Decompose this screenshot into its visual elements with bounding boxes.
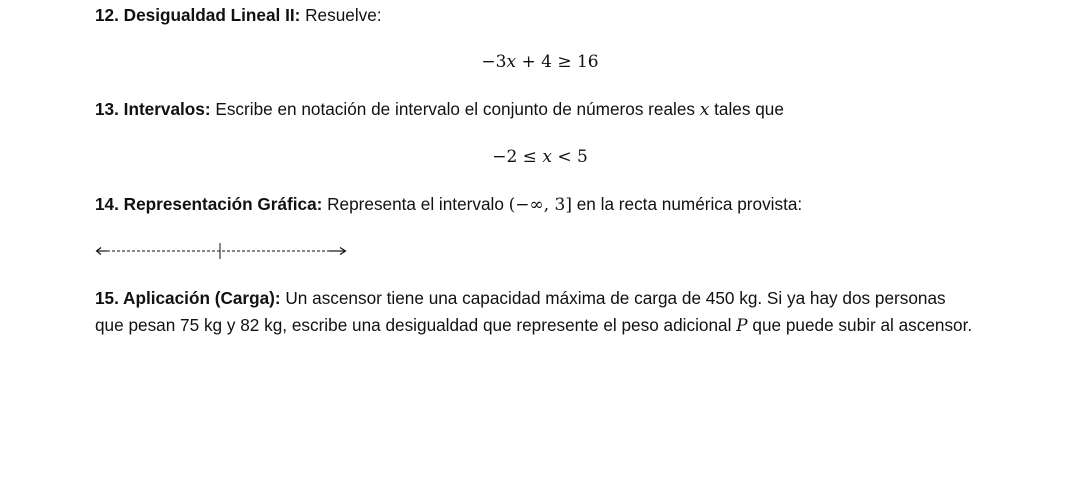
left-arrow-icon: [97, 248, 108, 255]
equation-13-left: −2 ≤: [492, 147, 543, 167]
question-12-text: Resuelve:: [300, 5, 382, 25]
equation-12-var: x: [506, 52, 517, 72]
right-arrow-icon: [329, 248, 346, 255]
question-15-text-1: Un ascensor tiene una capacidad máxima de carga de 450 kg. Si ya hay dos personas que pesan 75 kg y 82 kg, escribe una desigualdad que represente el peso adicional: [95, 288, 946, 335]
question-14-text-after: en la recta numérica provista:: [571, 194, 803, 214]
equation-13-var: x: [542, 147, 552, 167]
question-14: [95, 194, 802, 215]
question-15-title: 15. Aplicación (Carga):: [95, 288, 281, 308]
number-line[interactable]: [95, 240, 355, 262]
question-13-title: 13. Intervalos:: [95, 99, 211, 119]
question-12-equation: [0, 52, 1080, 72]
question-13-text-before: Escribe en notación de intervalo el conjunto de números reales: [210, 99, 700, 119]
question-14-text-before: Representa el intervalo: [322, 194, 509, 214]
equation-13-right: < 5: [551, 147, 588, 167]
question-13-var: x: [699, 100, 710, 120]
question-15-text-2: que puede subir al ascensor.: [747, 314, 973, 335]
question-15-var: P: [736, 315, 748, 336]
equation-12-rest: + 4 ≥ 16: [516, 52, 599, 72]
question-14-interval: (−∞, 3]: [508, 195, 572, 215]
question-13-equation: [0, 147, 1080, 167]
question-12-title: 12. Desigualdad Lineal II:: [95, 5, 301, 25]
equation-12-coef: −3: [481, 52, 507, 72]
question-12: [95, 5, 382, 25]
question-15: [95, 285, 975, 339]
question-13-text-after: tales que: [709, 99, 784, 119]
question-14-title: 14. Representación Gráfica:: [95, 194, 323, 214]
question-13: [95, 99, 784, 120]
